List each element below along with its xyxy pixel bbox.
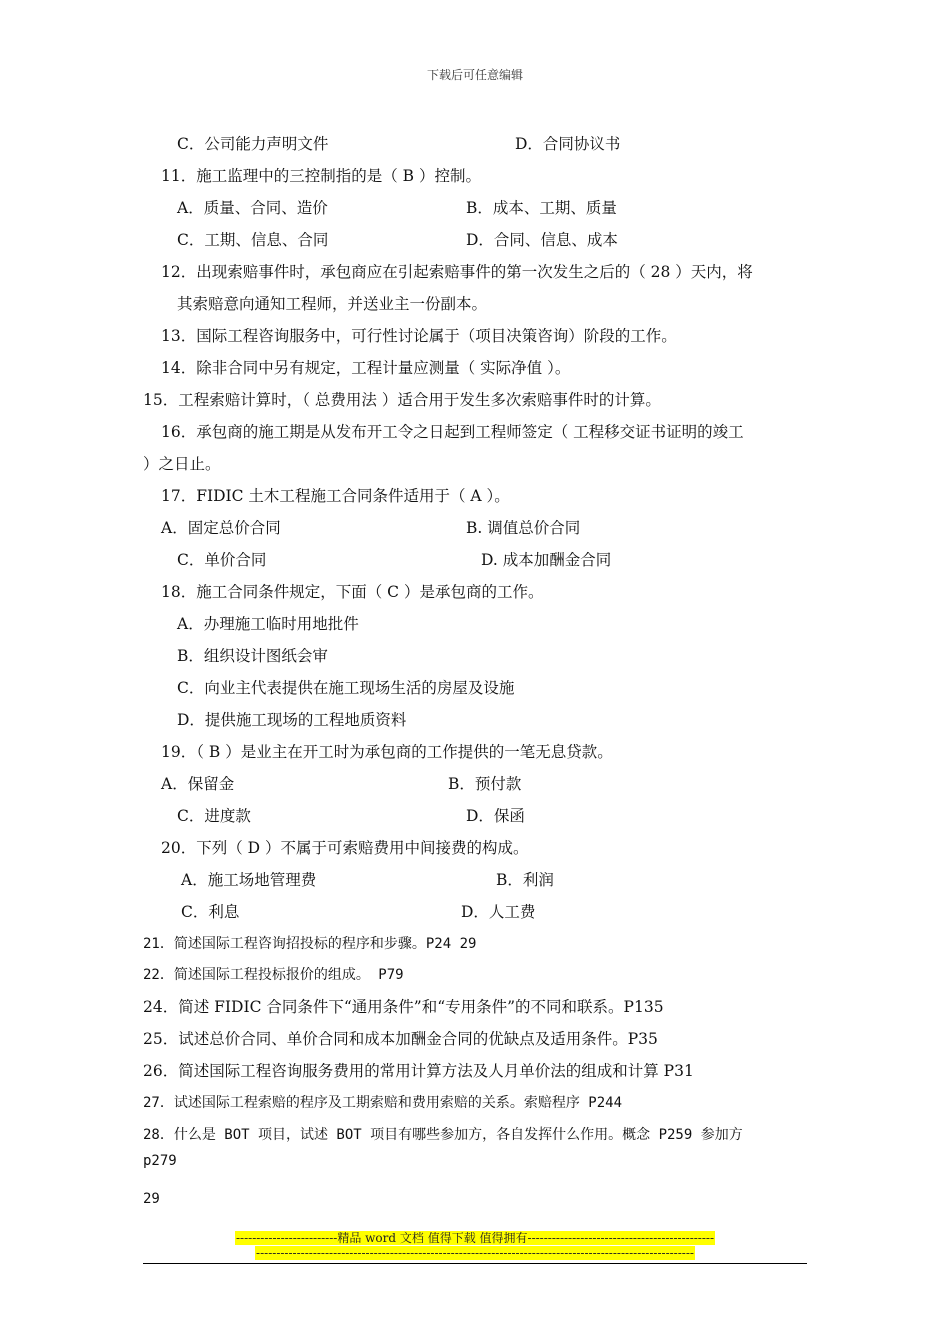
text-line: 18．施工合同条件规定，下面（ C ）是承包商的工作。 xyxy=(161,583,544,601)
text-line: 29 xyxy=(143,1191,160,1207)
text-line: 20．下列（ D ）不属于可索赔费用中间接费的构成。 xyxy=(161,839,529,857)
text-line: B. 调值总价合同 xyxy=(466,519,581,537)
page-header: 下载后可任意编辑 xyxy=(426,68,523,82)
text-line: D．合同协议书 xyxy=(515,135,621,153)
footer-banner-dashes: ------------------------------------------------------------------------------------------------------------ xyxy=(256,1246,694,1260)
footer-banner-line-2 xyxy=(0,1246,950,1260)
text-line: 17．FIDIC 土木工程施工合同条件适用于（ A ）。 xyxy=(161,487,510,505)
text-line: 其索赔意向通知工程师，并送业主一份副本。 xyxy=(177,295,488,313)
text-line: 28．什么是 BOT 项目，试述 BOT 项目有哪些参加方，各自发挥什么作用。概念 P259 参加方 xyxy=(143,1127,743,1143)
text-line: 21．简述国际工程咨询招投标的程序和步骤。P24 29 xyxy=(143,936,477,952)
text-line: 15．工程索赔计算时，（ 总费用法 ）适合用于发生多次索赔事件时的计算。 xyxy=(143,391,661,409)
text-line: 12．出现索赔事件时，承包商应在引起索赔事件的第一次发生之后的（ 28 ）天内，将 xyxy=(161,263,753,281)
text-line: A．办理施工临时用地批件 xyxy=(177,615,359,633)
text-line: ）之日止。 xyxy=(143,455,221,473)
footer-banner-line-1 xyxy=(0,1229,950,1246)
text-line: A．固定总价合同 xyxy=(161,519,281,537)
footer-rule xyxy=(143,1263,807,1264)
text-line: C．向业主代表提供在施工现场生活的房屋及设施 xyxy=(177,679,515,697)
text-line: C．进度款 xyxy=(177,807,251,825)
text-line: 24．简述 FIDIC 合同条件下“通用条件”和“专用条件”的不同和联系。P135 xyxy=(143,998,664,1016)
text-line: 27．试述国际工程索赔的程序及工期索赔和费用索赔的关系。索赔程序 P244 xyxy=(143,1095,622,1111)
text-line: 11．施工监理中的三控制指的是（ B ）控制。 xyxy=(161,167,481,185)
text-line: D. 成本加酬金合同 xyxy=(481,551,612,569)
text-line: C．利息 xyxy=(181,903,240,921)
text-line: B．组织设计图纸会审 xyxy=(177,647,328,665)
text-line: D．保函 xyxy=(466,807,525,825)
text-line: A．保留金 xyxy=(161,775,235,793)
text-line: 22．简述国际工程投标报价的组成。 P79 xyxy=(143,967,404,983)
text-line: 19．（ B ）是业主在开工时为承包商的工作提供的一笔无息贷款。 xyxy=(161,743,613,761)
text-line: B．成本、工期、质量 xyxy=(466,199,617,217)
text-line: 26．简述国际工程咨询服务费用的常用计算方法及人月单价法的组成和计算 P31 xyxy=(143,1062,694,1080)
text-line: 16．承包商的施工期是从发布开工令之日起到工程师签定（ 工程移交证书证明的竣工 xyxy=(161,423,744,441)
text-line: 14．除非合同中另有规定，工程计量应测量（ 实际净值 ）。 xyxy=(161,359,571,377)
text-line: C．公司能力声明文件 xyxy=(177,135,329,153)
text-line: C．单价合同 xyxy=(177,551,267,569)
text-line: D．合同、信息、成本 xyxy=(466,231,618,249)
text-line: D．提供施工现场的工程地质资料 xyxy=(177,711,407,729)
text-line: D．人工费 xyxy=(461,903,536,921)
text-line: A．质量、合同、造价 xyxy=(177,199,328,217)
text-line: p279 xyxy=(143,1153,177,1169)
text-line: B．利润 xyxy=(496,871,554,889)
text-line: C．工期、信息、合同 xyxy=(177,231,329,249)
text-line: 13．国际工程咨询服务中，可行性讨论属于（项目决策咨询）阶段的工作。 xyxy=(161,327,677,345)
text-line: A．施工场地管理费 xyxy=(181,871,317,889)
footer-banner-text: -------------------------精品 word 文档 值得下载 值得拥有---------------------------------------------- xyxy=(235,1231,715,1245)
text-line: 25．试述总价合同、单价合同和成本加酬金合同的优缺点及适用条件。P35 xyxy=(143,1030,658,1048)
text-line: B．预付款 xyxy=(448,775,522,793)
